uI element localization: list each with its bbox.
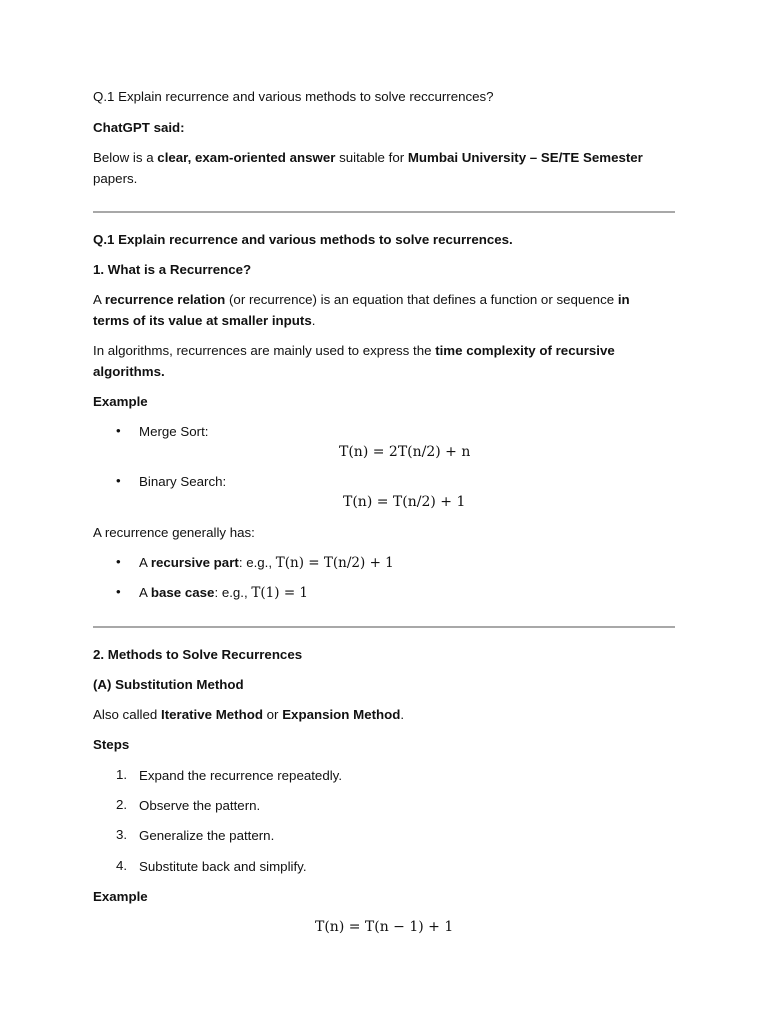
base-case-equation: T(1) = 1 xyxy=(251,585,309,601)
also-text: or xyxy=(262,707,283,722)
also-bold: Expansion Method xyxy=(282,707,401,722)
answer-heading: Q.1 Explain recurrence and various methods to solve recurrences. xyxy=(93,232,513,247)
also-called-line xyxy=(93,706,404,723)
also-text: . xyxy=(400,707,405,722)
step-item: Expand the recurrence repeatedly. xyxy=(139,768,343,783)
also-bold: Iterative Method xyxy=(161,707,263,722)
intro-line-1 xyxy=(93,149,643,166)
algorithms-line-2 xyxy=(93,363,165,380)
item-bold: recursive part xyxy=(150,555,239,570)
bullet-icon: • xyxy=(116,554,121,569)
substitution-method-title: (A) Substitution Method xyxy=(93,677,244,692)
intro-text: suitable for xyxy=(335,150,408,165)
bullet-icon: • xyxy=(116,584,121,599)
recursive-part-item xyxy=(139,554,394,572)
definition-text: (or recurrence) is an equation that defines a function or sequence xyxy=(225,292,618,307)
also-text: Also called xyxy=(93,707,161,722)
example-label: Example xyxy=(93,394,148,409)
item-text: : e.g., xyxy=(238,555,276,570)
steps-label: Steps xyxy=(93,737,130,752)
definition-text: A xyxy=(93,292,105,307)
item-text: A xyxy=(139,555,151,570)
bullet-icon: • xyxy=(116,473,121,488)
intro-bold: clear, exam-oriented answer xyxy=(157,150,336,165)
algorithms-text: . xyxy=(160,364,165,379)
algorithms-line-1 xyxy=(93,342,615,359)
question-text: Q.1 Explain recurrence and various methods to solve reccurrences? xyxy=(93,89,494,104)
definition-line-1 xyxy=(93,291,630,308)
intro-text: Below is a xyxy=(93,150,158,165)
intro-line-2: papers. xyxy=(93,171,138,186)
horizontal-rule xyxy=(93,211,675,213)
example-label: Example xyxy=(93,889,148,904)
algorithms-bold: time complexity of recursive xyxy=(435,343,615,358)
item-bold: base case xyxy=(150,585,215,600)
step-item: Observe the pattern. xyxy=(139,798,261,813)
bullet-icon: • xyxy=(116,423,121,438)
step-item: Substitute back and simplify. xyxy=(139,859,307,874)
step-number: 4. xyxy=(116,858,128,873)
step-item: Generalize the pattern. xyxy=(139,828,275,843)
definition-line-2 xyxy=(93,312,315,329)
recursive-part-equation: T(n) = T(n/2) + 1 xyxy=(275,555,394,571)
chatgpt-said-label: ChatGPT said: xyxy=(93,120,185,135)
step-number: 1. xyxy=(116,767,128,782)
definition-bold: terms of its value at smaller inputs xyxy=(93,313,312,328)
definition-text: . xyxy=(311,313,316,328)
item-text: : e.g., xyxy=(214,585,252,600)
intro-bold: Mumbai University – SE/TE Semester xyxy=(407,150,643,165)
section-1-title: 1. What is a Recurrence? xyxy=(93,262,252,277)
item-text: A xyxy=(139,585,151,600)
algorithms-text: In algorithms, recurrences are mainly used to express the xyxy=(93,343,436,358)
substitution-example-equation: T(n) = T(n − 1) + 1 xyxy=(315,919,454,935)
section-2-title: 2. Methods to Solve Recurrences xyxy=(93,647,303,662)
merge-sort-equation: T(n) = 2T(n/2) + n xyxy=(339,444,471,460)
algorithms-bold: algorithms xyxy=(93,364,161,379)
base-case-item xyxy=(139,584,308,602)
merge-sort-label: Merge Sort: xyxy=(139,424,209,439)
step-number: 2. xyxy=(116,797,128,812)
horizontal-rule xyxy=(93,626,675,628)
binary-search-label: Binary Search: xyxy=(139,474,227,489)
binary-search-equation: T(n) = T(n/2) + 1 xyxy=(343,494,466,510)
step-number: 3. xyxy=(116,827,128,842)
definition-bold: in xyxy=(617,292,630,307)
recurrence-has-label: A recurrence generally has: xyxy=(93,525,255,540)
definition-bold: recurrence relation xyxy=(104,292,226,307)
